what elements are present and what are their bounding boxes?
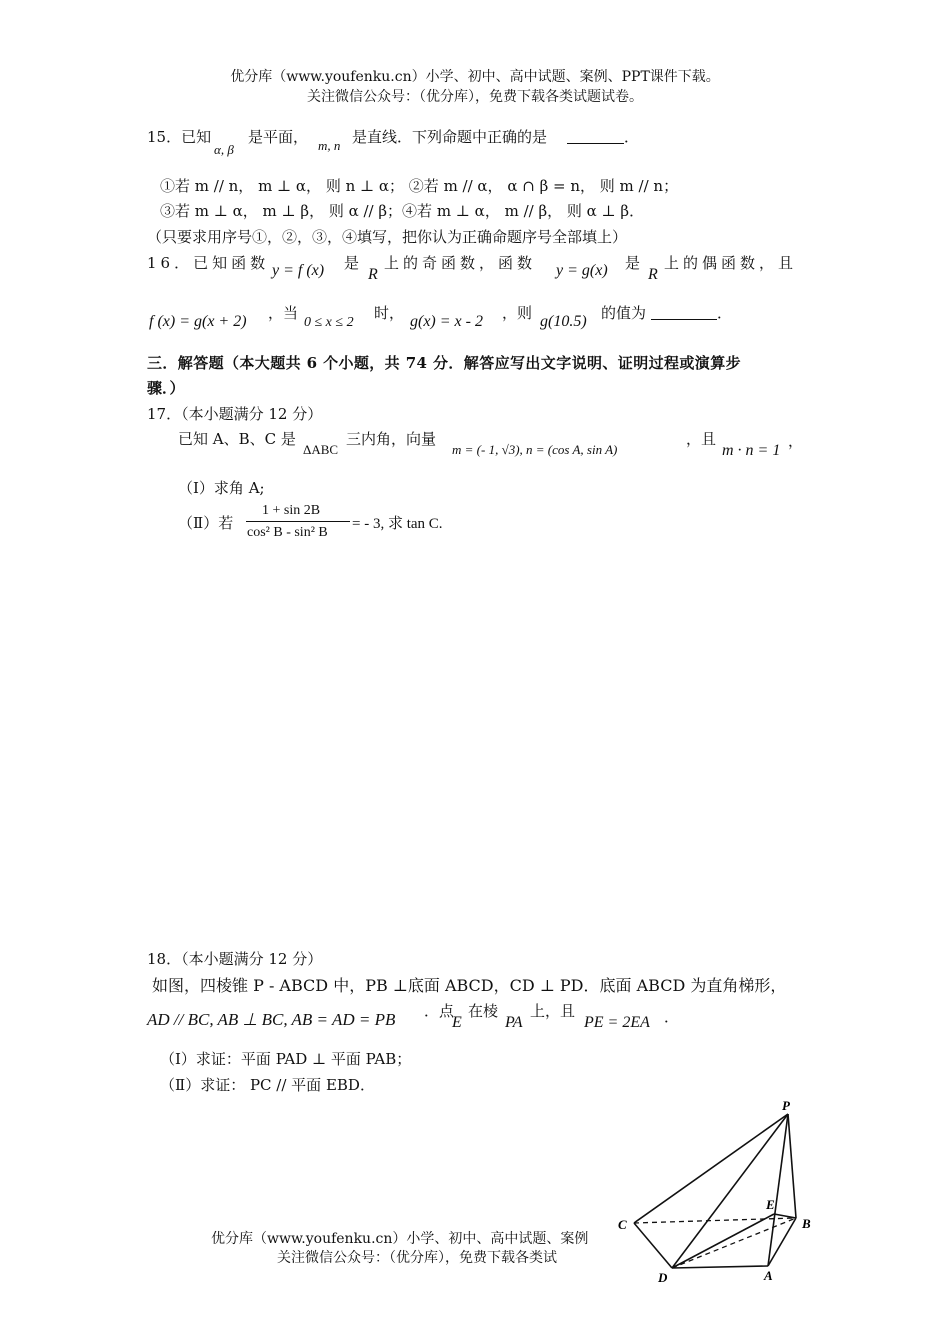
q17-text-4: ， [788,432,804,450]
q17-vectors: m = (- 1, √3), n = (cos A, sin A) [452,442,618,457]
q17-text-2: 三内角，向量 [346,430,437,448]
pyramid-solid-edges [634,1114,796,1268]
segment-DE [672,1214,774,1268]
q17-part-2-rest: = - 3, 求 tan C. [352,516,443,532]
q18-text-on: 在棱 [468,1002,499,1020]
q16-end: ． [717,304,733,322]
q16-target: g(10.5) [540,313,587,330]
q18-part-1: （Ⅰ）求证：平面 PAD ⊥ 平面 PAB； [160,1050,412,1068]
edge-CD [634,1223,672,1268]
q15-planes: α, β [214,142,234,157]
q16-R-2: R [648,266,658,283]
section-3-title-cont: 骤．） [147,379,185,397]
q17-fraction-numerator: 1 + sin 2B [262,503,321,518]
q18-heading: 18．（本小题满分 12 分） [147,950,323,968]
q16-number: 16．已知函数 [147,254,270,272]
pyramid-figure [600,1096,830,1286]
q15-text-2: 是直线．下列命题中正确的是 [352,128,548,146]
segment-EB [774,1214,796,1218]
q15-note: （只要求用序号①，②，③，④填写，把你认为正确命题序号全部填上） [147,228,628,246]
q15-answer-blank [567,126,624,144]
q16-text-2: 上的奇函数，函数 [384,254,537,272]
label-C: C [618,1217,627,1232]
q18-text-and: 上，且 [530,1002,576,1020]
q15-end: ． [624,128,640,146]
q16-R-1: R [368,266,378,283]
q16-answer-blank [651,302,717,320]
q16-text-4: 上的偶函数，且 [664,254,798,272]
edge-AB [768,1218,796,1266]
section-3-title: 三．解答题（本大题共 6 个小题，共 74 分．解答应写出文字说明、证明过程或演算步 [147,354,742,372]
q18-end: ． [664,1008,680,1026]
q15-props-2: ③若 m ⊥ α， m ⊥ β， 则 α // β；④若 m ⊥ α， m // β， 则 α ⊥ β． [160,202,645,220]
q15-number: 15．已知 [147,128,212,146]
q16-relation: f (x) = g(x + 2) [149,313,247,330]
q17-triangle: ΔABC [303,442,339,457]
header-line-2: 关注微信公众号：（优分库），免费下载各类试题试卷。 [307,89,643,105]
q18-ratio: PE = 2EA [584,1014,650,1031]
footer-line-1: 优分库（www.youfenku.cn）小学、初中、高中试题、案例 [211,1231,589,1247]
q18-conditions: AD // BC, AB ⊥ BC, AB = AD = PB [147,1010,396,1029]
label-E: E [766,1197,775,1212]
hidden-edge-CB [634,1218,796,1223]
label-A: A [764,1268,773,1283]
q18-line-1: 如图，四棱锥 P - ABCD 中，PB ⊥底面 ABCD，CD ⊥ PD．底面 ABCD 为直角梯形， [152,976,787,995]
q16-g-def: g(x) = x - 2 [410,313,483,330]
q17-fraction-denominator: cos² B - sin² B [247,525,328,540]
q16-text-8: 的值为 [601,304,647,322]
q17-fraction-bar [246,521,350,522]
q17-condition: m · n = 1 [722,442,781,459]
q18-part-2: （Ⅱ）求证： PC // 平面 EBD． [160,1076,375,1094]
q16-text-3: 是 [625,254,641,272]
q17-text-1: 已知 A、B、C 是 [178,430,296,448]
q16-text-1: 是 [344,254,360,272]
q15-props-1: ①若 m // n， m ⊥ α， 则 n ⊥ α； ②若 m // α， α ∩ β = n， 则 m // n； [160,177,679,195]
header-line-1: 优分库（www.youfenku.cn）小学、初中、高中试题、案例、PPT课件下载。 [230,69,720,85]
q17-text-3: ，且 [686,430,717,448]
q15-lines: m, n [318,138,341,153]
q16-f: y = f (x) [272,262,325,279]
edge-DA [672,1266,768,1268]
q17-heading: 17．（本小题满分 12 分） [147,405,323,423]
label-B: B [802,1216,811,1231]
label-P: P [782,1098,790,1113]
q18-PA: PA [505,1014,523,1031]
q18-text-point: ．点 [424,1002,455,1020]
q16-text-7: ，则 [502,304,533,322]
q16-interval: 0 ≤ x ≤ 2 [304,315,354,330]
q17-part-2-label: （Ⅱ）若 [178,514,234,532]
q16-text-5: ，当 [268,304,299,322]
q16-text-6: 时， [374,304,405,322]
q17-part-1: （Ⅰ）求角 A; [178,479,265,497]
edge-PB [788,1114,796,1218]
footer-line-2: 关注微信公众号：（优分库），免费下载各类试 [277,1250,557,1266]
q16-g: y = g(x) [556,262,608,279]
q18-E: E [452,1014,462,1031]
q15-text-1: 是平面， [248,128,309,146]
label-D: D [658,1270,668,1285]
edge-PC [634,1114,788,1223]
